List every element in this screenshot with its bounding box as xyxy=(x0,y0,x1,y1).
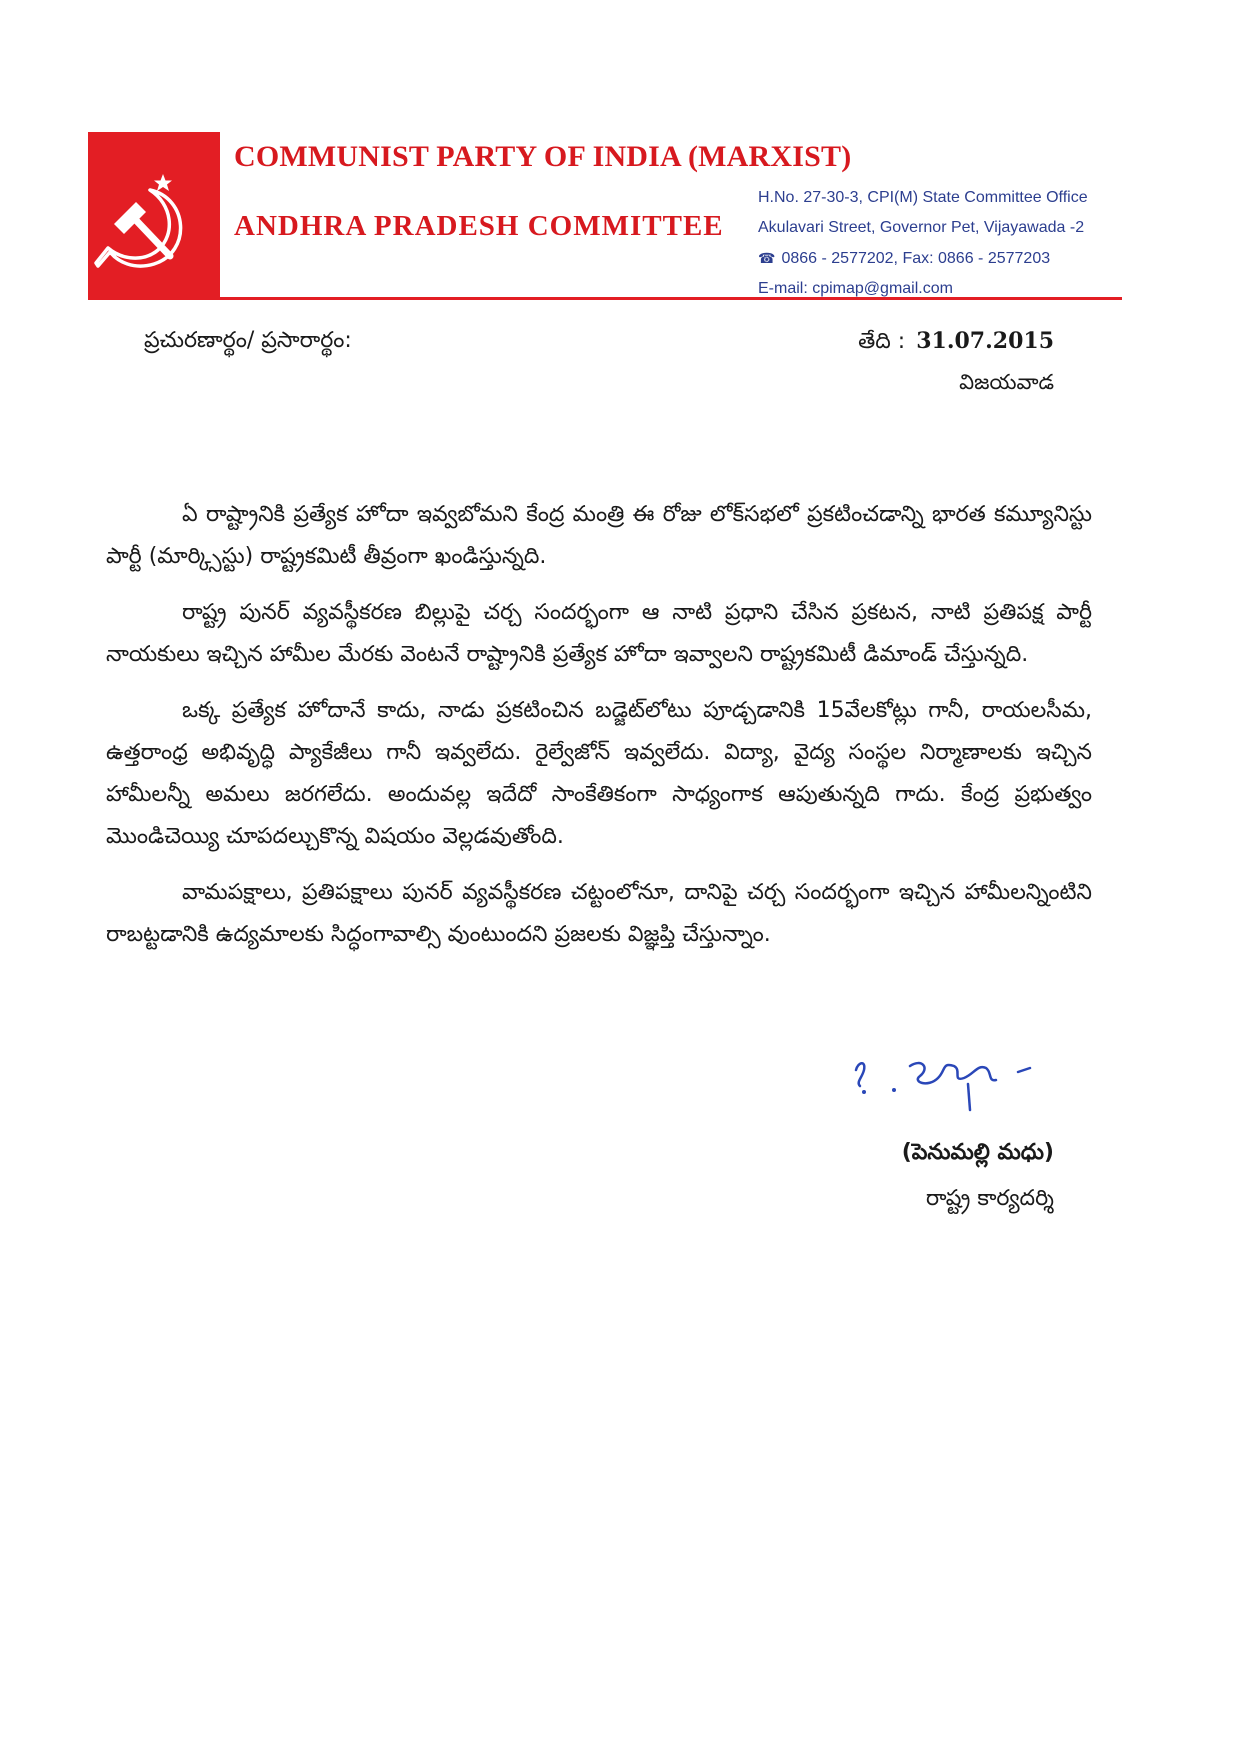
paragraph: ఒక్క ప్రత్యేక హోదానే కాదు, నాడు ప్రకటించిన బడ్జెట్‌లోటు పూడ్చడానికి 15వేలకోట్లు గానీ, రాయలసీమ, ఉత్తరాంధ్ర అభివృద్ధి ప్యాకేజీలు గానీ ఇవ్వలేదు. రైల్వేజోన్ ఇవ్వలేదు. విద్యా, వైద్య సంస్థల నిర్మాణాలకు ఇచ్చిన హామీలన్నీ అమలు జరగలేదు. అందువల్ల ఇదేదో సాంకేతికంగా సాధ్యంగాక ఆపుతున్నది గాదు. కేంద్ర ప్రభుత్వం మొండిచెయ్యి చూపదల్చుకొన్న విషయం వెల్లడవుతోంది. xyxy=(106,698,1092,849)
body-text xyxy=(106,494,1092,970)
header-divider xyxy=(88,297,1122,300)
place: విజయవాడ xyxy=(959,370,1054,394)
address-line-1: H.No. 27-30-3, CPI(M) State Committee Office xyxy=(758,189,1088,206)
signatory-name: (పెనుమల్లి మధు) xyxy=(901,1140,1054,1165)
hammer-sickle-star-icon xyxy=(88,132,220,298)
phone-line xyxy=(758,243,1088,274)
paragraph: ఏ రాష్ట్రానికి ప్రత్యేక హోదా ఇవ్వబోమని కేంద్ర మంత్రి ఈ రోజు లోక్‌సభలో ప్రకటించడాన్ని భారత కమ్యూనిస్టు పార్టీ (మార్క్సిస్టు) రాష్ట్రకమిటీ తీవ్రంగా ఖండిస్తున్నది. xyxy=(106,502,1092,569)
signatory-title: రాష్ట్ర కార్యదర్శి xyxy=(925,1186,1054,1211)
party-logo xyxy=(88,132,220,298)
date-label: తేది : xyxy=(858,329,906,354)
party-name: COMMUNIST PARTY OF INDIA (MARXIST) xyxy=(234,140,852,173)
contact-block xyxy=(758,183,1088,304)
release-label: ప్రచురణార్థం/ ప్రసారార్థం: xyxy=(144,328,352,353)
paragraph: వామపక్షాలు, ప్రతిపక్షాలు పునర్ వ్యవస్థీకరణ చట్టంలోనూ, దానిపై చర్చ సందర్భంగా ఇచ్చిన హామీలన్నింటిని రాబట్టడానికి ఉద్యమాలకు సిద్ధంగావాల్సి వుంటుందని ప్రజలకు విజ్ఞప్తి చేస్తున్నాం. xyxy=(106,880,1092,947)
handwritten-signature xyxy=(850,1048,1040,1122)
address-line-2: Akulavari Street, Governor Pet, Vijayawada -2 xyxy=(758,219,1085,236)
phone-text: 0866 - 2577202, Fax: 0866 - 2577203 xyxy=(781,250,1051,267)
date-value: 31.07.2015 xyxy=(916,328,1054,354)
phone-icon: ☎ xyxy=(758,250,776,266)
paragraph: రాష్ట్ర పునర్ వ్యవస్థీకరణ బిల్లుపై చర్చ సందర్భంగా ఆ నాటి ప్రధాని చేసిన ప్రకటన, నాటి ప్రతిపక్ష పార్టీ నాయకులు ఇచ్చిన హామీల మేరకు వెంటనే రాష్ట్రానికి ప్రత్యేక హోదా ఇవ్వాలని రాష్ట్రకమిటీ డిమాండ్ చేస్తున్నది. xyxy=(106,600,1092,667)
email-line: E-mail: cpimap@gmail.com xyxy=(758,280,953,297)
committee-name: ANDHRA PRADESH COMMITTEE xyxy=(234,210,724,242)
date-line xyxy=(858,328,1054,359)
